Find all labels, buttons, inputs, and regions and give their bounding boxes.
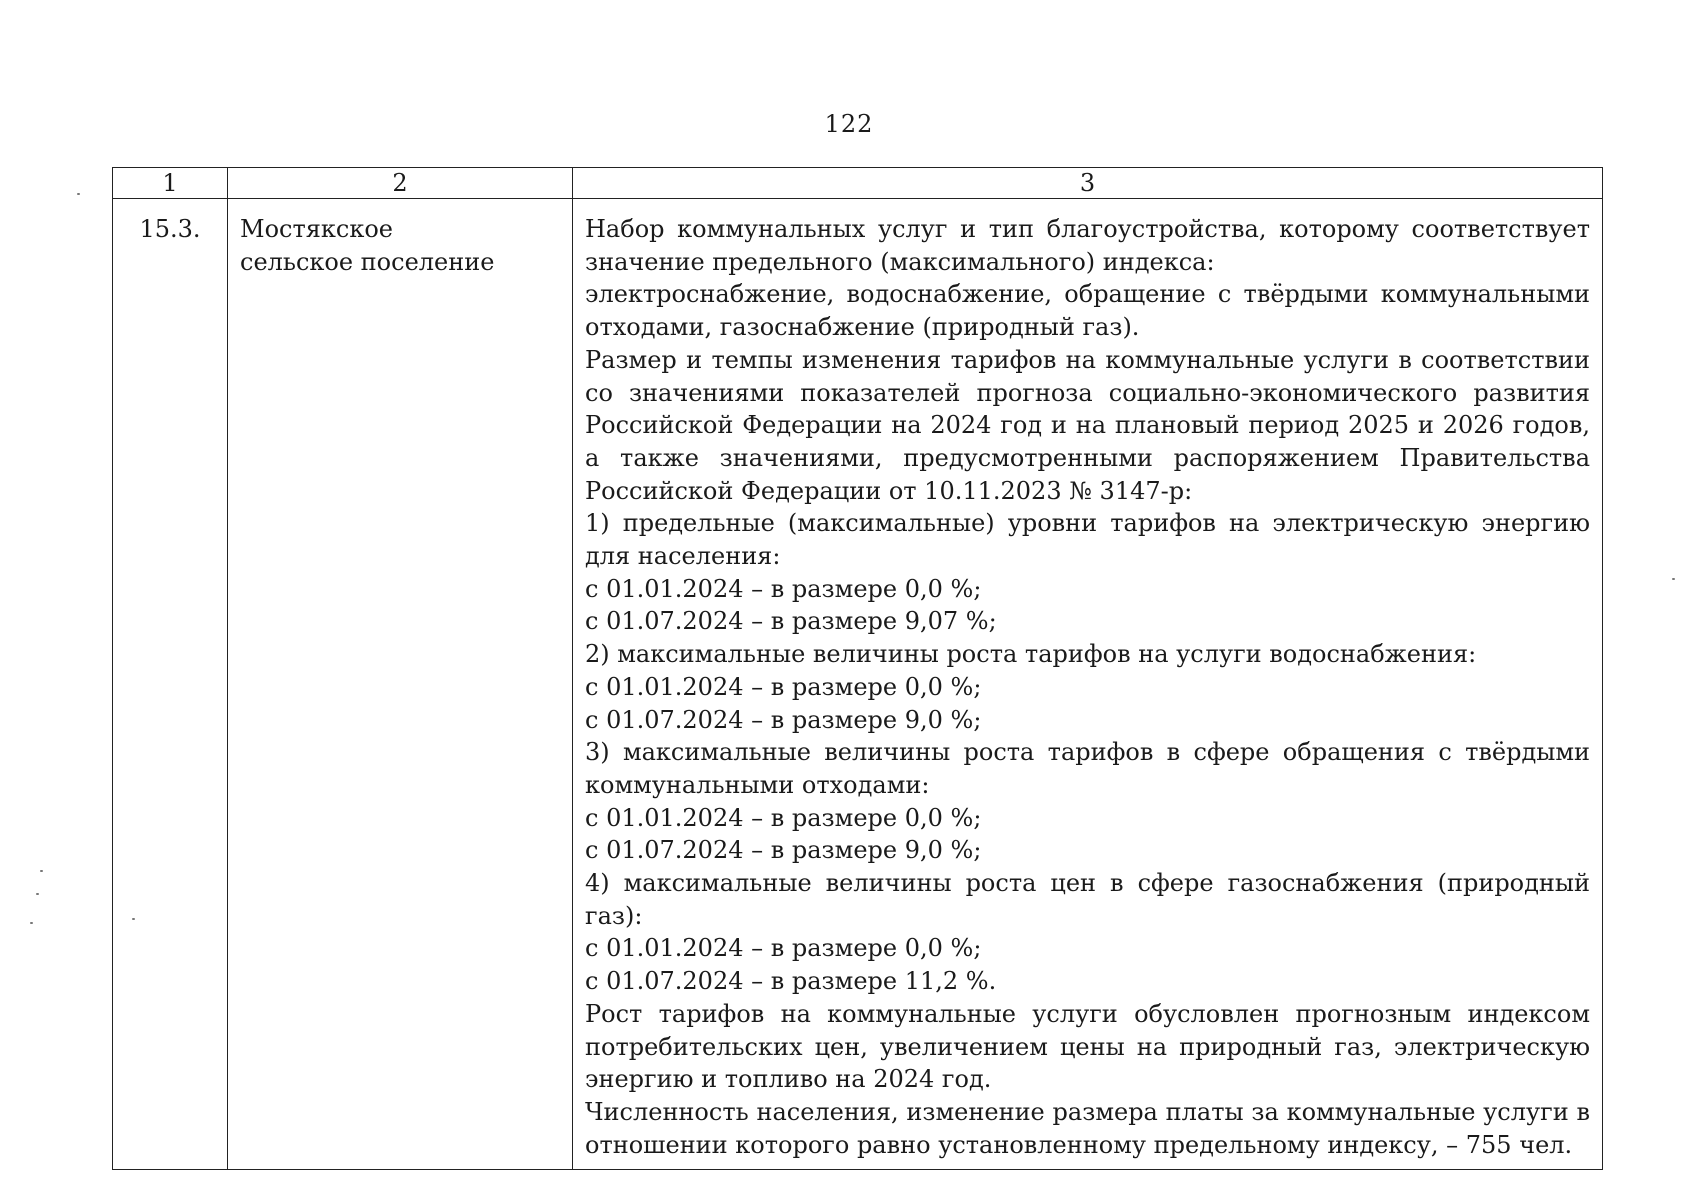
settlement-name (228, 199, 573, 1170)
tariff-table (112, 167, 1603, 1170)
settlement-name-line: сельское поселение (240, 248, 495, 276)
intro-paragraph: Набор коммунальных услуг и тип благоустройства, которому соответствует значение предельного (максимального) индекса: (585, 215, 1590, 276)
column-header-2: 2 (228, 168, 573, 199)
column-header-1: 1 (113, 168, 228, 199)
page-number: 122 (824, 110, 874, 138)
waste-rate-jul: с 01.07.2024 – в размере 9,0 %; (585, 836, 982, 865)
scan-speck (1672, 578, 1675, 580)
waste-heading: 3) максимальные величины роста тарифов в сфере обращения с твёрдыми коммунальными отходами: (585, 738, 1590, 799)
electricity-rate-jul: с 01.07.2024 – в размере 9,07 %; (585, 607, 997, 636)
tariff-basis-paragraph: Размер и темпы изменения тарифов на коммунальные услуги в соответствии со значениями показателей прогноза социально-экономического развития Российской Федерации на 2024 год и на плановый период 2025 и 2026 годов, а также значениями, предусмотренными распоряжением Правительства Российской Федерации от 10.11.2023 № 3147-р: (585, 345, 1590, 505)
electricity-rate-jan: с 01.01.2024 – в размере 0,0 %; (585, 574, 982, 603)
scan-speck (40, 870, 43, 872)
table-row (113, 199, 1603, 1170)
growth-reason-paragraph: Рост тарифов на коммунальные услуги обусловлен прогнозным индексом потребительских цен, увеличением цены на природный газ, электрическую энергию и топливо на 2024 год. (585, 999, 1590, 1094)
scan-speck (30, 922, 33, 924)
water-rate-jul: с 01.07.2024 – в размере 9,0 %; (585, 705, 982, 734)
gas-rate-jan: с 01.01.2024 – в размере 0,0 %; (585, 934, 982, 963)
water-heading: 2) максимальные величины роста тарифов на услуги водоснабжения: (585, 640, 1477, 669)
gas-heading: 4) максимальные величины роста цен в сфере газоснабжения (природный газ): (585, 869, 1590, 930)
services-paragraph: электроснабжение, водоснабжение, обращение с твёрдыми коммунальными отходами, газоснабжение (природный газ). (585, 280, 1590, 342)
column-header-3: 3 (573, 168, 1603, 199)
scan-speck (77, 193, 80, 195)
settlement-name-line: Мостякское (240, 215, 393, 243)
table-header-row (113, 168, 1603, 199)
scan-speck (36, 893, 39, 895)
row-number: 15.3. (113, 199, 228, 1170)
water-rate-jan: с 01.01.2024 – в размере 0,0 %; (585, 672, 982, 701)
gas-rate-jul: с 01.07.2024 – в размере 11,2 %. (585, 967, 997, 996)
tariff-description (573, 199, 1603, 1170)
electricity-heading: 1) предельные (максимальные) уровни тарифов на электрическую энергию для населения: (585, 509, 1590, 571)
waste-rate-jan: с 01.01.2024 – в размере 0,0 %; (585, 803, 982, 832)
population-paragraph: Численность населения, изменение размера платы за коммунальные услуги в отношении которого равно установленному предельному индексу, – 755 чел. (585, 1097, 1590, 1159)
scan-speck (132, 918, 135, 920)
